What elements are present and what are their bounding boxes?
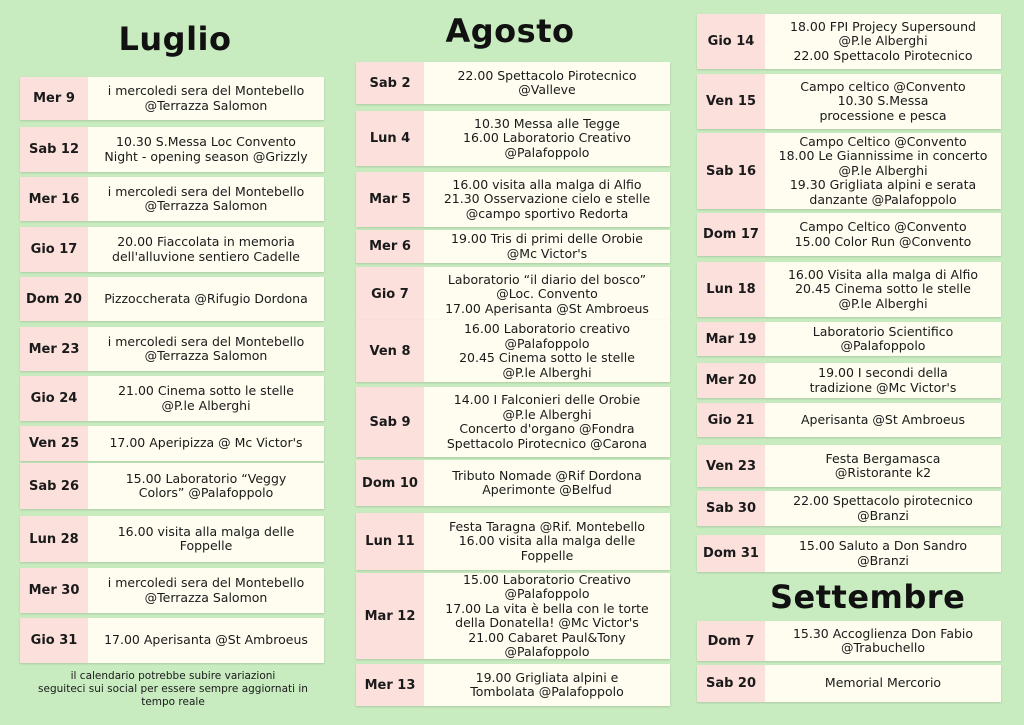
event-text: Memorial Mercorio [824,675,942,691]
event-row [697,213,1001,256]
event-text: i mercoledi sera del Montebello @Terrazza Salomon [107,333,305,363]
event-row [697,322,1001,356]
event-day: Lun 18 [697,262,765,317]
event-text: 19.00 I secondi della tradizione @Mc Victor's [809,365,957,395]
event-row [20,376,324,421]
event-row [20,426,324,461]
event-text: Laboratorio Scientifico @Palafoppolo [812,323,954,353]
event-day: Ven 23 [697,445,765,487]
event-day: Gio 24 [20,376,88,421]
event-row [20,127,324,172]
event-text: 17.00 Aperipizza @ Mc Victor's [109,435,303,451]
event-text: 15.00 Laboratorio Creativo @Palafoppolo 17.00 La vita è bella con le torte della Donatella! @Mc Victor's 21.00 Cabaret Paul&Tony @Palafoppolo [445,571,649,659]
event-text: 21.00 Cinema sotto le stelle @P.le Alberghi [118,383,294,413]
event-text: 17.00 Aperisanta @St Ambroeus [104,632,308,648]
event-row [697,535,1001,572]
event-day: Mer 16 [20,177,88,221]
event-day: Dom 17 [697,213,765,256]
event-text: 15.00 Saluto a Don Sandro @Branzi [798,538,968,568]
event-text: 10.30 Messa alle Tegge 16.00 Laboratorio Creativo @Palafoppolo [463,115,631,160]
event-row [356,267,670,322]
event-text: 16.00 Visita alla malga di Alfio 20.45 Cinema sotto le stelle @P.le Alberghi [787,266,979,311]
event-day: Ven 25 [20,426,88,461]
event-day: Dom 31 [697,535,765,572]
event-day: Lun 28 [20,516,88,562]
event-row [697,363,1001,398]
event-text: 22.00 Spettacolo Pirotecnico @Valleve [457,67,637,97]
event-day: Sab 20 [697,665,765,702]
event-day: Gio 31 [20,618,88,663]
event-text: 19.00 Tris di primi delle Orobie @Mc Victor's [451,231,643,261]
event-day: Mar 5 [356,172,424,227]
event-text: Campo celtico @Convento 10.30 S.Messa processione e pesca [800,78,966,123]
event-text: Pizzoccherata @Rifugio Dordona [104,290,308,306]
event-row [356,513,670,570]
event-text: 10.30 S.Messa Loc Convento Night - opening season @Grizzly [104,134,308,164]
event-row [697,491,1001,526]
month-title-luglio: Luglio [118,20,232,58]
event-text: 15.30 Accoglienza Don Fabio @Trabuchello [792,625,974,655]
event-row [697,133,1001,209]
event-row [697,445,1001,487]
event-day: Dom 10 [356,460,424,506]
event-text: Festa Bergamasca @Ristorante k2 [825,450,941,480]
event-row [356,172,670,227]
event-row [697,14,1001,69]
event-text: Festa Taragna @Rif. Montebello 16.00 visita alla malga delle Foppelle [448,518,646,563]
event-day: Sab 30 [697,491,765,526]
event-day: Sab 26 [20,463,88,509]
event-day: Sab 16 [697,133,765,209]
event-day: Gio 21 [697,403,765,437]
event-row [20,227,324,272]
event-day: Gio 14 [697,14,765,69]
event-day: Mer 20 [697,363,765,398]
event-row [697,621,1001,661]
event-day: Gio 17 [20,227,88,272]
event-day: Dom 20 [20,277,88,321]
month-title-settembre: Settembre [770,578,966,616]
calendar-note: il calendario potrebbe subire variazioni seguiteci sui social per essere sempre aggiornati in tempo reale [38,670,308,708]
event-day: Mer 23 [20,327,88,371]
event-row [356,460,670,506]
event-text: 14.00 I Falconieri delle Orobie @P.le Alberghi Concerto d'organo @Fondra Spettacolo Pirotecnico @Carona [446,392,648,451]
month-title-agosto: Agosto [445,12,575,50]
event-text: 18.00 FPI Projecy Supersound @P.le Alberghi 22.00 Spettacolo Pirotecnico [790,18,976,63]
event-text: 16.00 Laboratorio creativo @Palafoppolo 20.45 Cinema sotto le stelle @P.le Alberghi [459,321,635,380]
event-row [356,62,670,104]
event-day: Sab 12 [20,127,88,172]
event-row [20,77,324,120]
event-text: i mercoledi sera del Montebello @Terrazza Salomon [107,183,305,213]
event-row [356,664,670,706]
event-text: 15.00 Laboratorio “Veggy Colors” @Palafoppolo [125,470,287,500]
event-text: Tributo Nomade @Rif Dordona Aperimonte @Belfud [452,467,642,497]
event-row [356,230,670,263]
event-text: 16.00 visita alla malga di Alfio 21.30 Osservazione cielo e stelle @campo sportivo Redorta [443,176,651,221]
event-text: Aperisanta @St Ambroeus [800,411,966,427]
event-row [697,665,1001,702]
event-text: 19.00 Grigliata alpini e Tombolata @Palafoppolo [470,669,624,699]
event-day: Mer 30 [20,568,88,613]
event-day: Lun 4 [356,111,424,166]
event-row [20,327,324,371]
event-text: 20.00 Fiaccolata in memoria dell'alluvione sentiero Cadelle [112,234,300,264]
event-text: Laboratorio “il diario del bosco” @Loc. Convento 17.00 Aperisanta @St Ambroeus [445,271,649,316]
event-day: Lun 11 [356,513,424,570]
event-day: Mer 6 [356,230,424,263]
event-row [697,74,1001,129]
event-text: 22.00 Spettacolo pirotecnico @Branzi [793,493,973,523]
event-day: Ven 8 [356,320,424,382]
event-day: Sab 2 [356,62,424,104]
event-row [20,277,324,321]
event-text: i mercoledi sera del Montebello @Terrazza Salomon [107,83,305,113]
event-row [356,573,670,659]
event-text: Campo Celtico @Convento 15.00 Color Run @Convento [794,219,972,249]
event-row [697,403,1001,437]
event-day: Gio 7 [356,267,424,322]
event-row [20,516,324,562]
event-row [20,463,324,509]
event-row [20,618,324,663]
event-day: Mer 9 [20,77,88,120]
event-day: Mar 12 [356,573,424,659]
event-day: Dom 7 [697,621,765,661]
event-day: Mar 19 [697,322,765,356]
event-day: Mer 13 [356,664,424,706]
event-row [20,177,324,221]
event-row [356,387,670,457]
event-row [356,111,670,166]
event-row [20,568,324,613]
event-text: 16.00 visita alla malga delle Foppelle [117,523,295,553]
event-day: Sab 9 [356,387,424,457]
event-row [697,262,1001,317]
event-text: i mercoledi sera del Montebello @Terrazza Salomon [107,575,305,605]
event-text: Campo Celtico @Convento 18.00 Le Giannissime in concerto @P.le Alberghi 19.30 Grigliata alpini e serata danzante @Palafoppolo [778,133,988,207]
event-day: Ven 15 [697,74,765,129]
event-row [356,320,670,382]
